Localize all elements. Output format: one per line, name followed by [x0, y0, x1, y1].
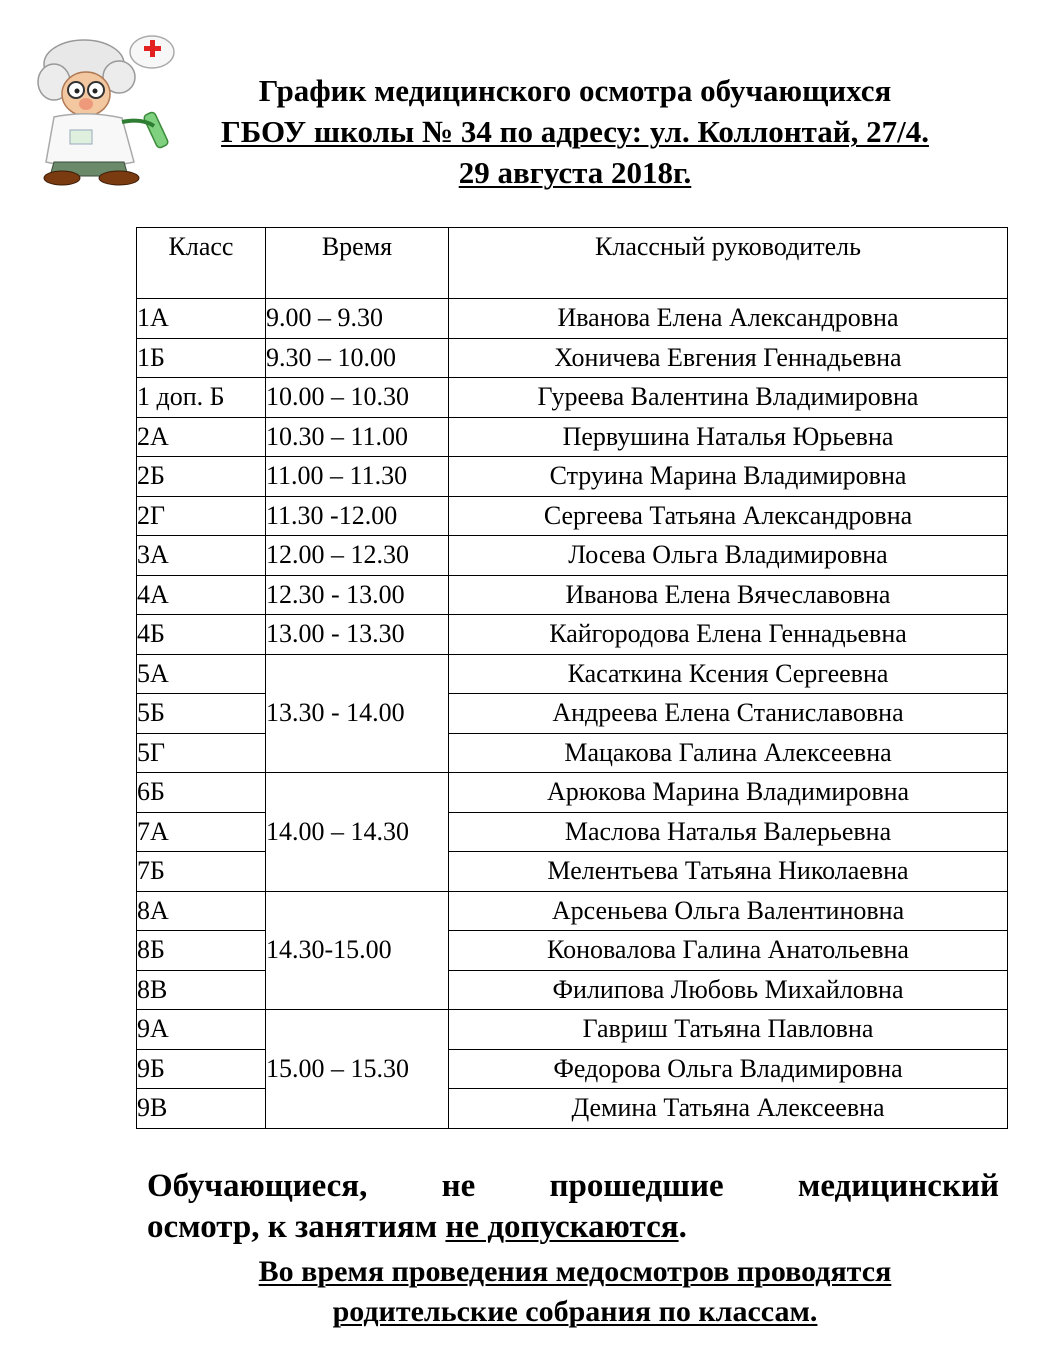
- teacher-cell: Мелентьева Татьяна Николаевна: [449, 852, 1008, 892]
- class-cell: 8Б: [137, 931, 266, 971]
- class-cell: 3А: [137, 536, 266, 576]
- class-cell: 2Г: [137, 496, 266, 536]
- table-row: [137, 575, 1008, 615]
- warning-text: осмотр, к занятиям: [147, 1209, 446, 1245]
- class-cell: 8А: [137, 891, 266, 931]
- time-cell: 14.00 – 14.30: [266, 773, 449, 892]
- teacher-cell: Мацакова Галина Алексеевна: [449, 733, 1008, 773]
- title-line-2: ГБОУ школы № 34 по адресу: ул. Коллонтай, 27/4.: [221, 114, 929, 149]
- document-title: [190, 70, 960, 193]
- time-cell: 12.30 - 13.00: [266, 575, 449, 615]
- class-cell: 6Б: [137, 773, 266, 813]
- teacher-cell: Демина Татьяна Алексеевна: [449, 1089, 1008, 1129]
- teacher-cell: Филипова Любовь Михайловна: [449, 970, 1008, 1010]
- table-row: [137, 417, 1008, 457]
- header-class: Класс: [137, 228, 266, 299]
- warning-word: Обучающиеся,: [147, 1168, 368, 1204]
- teacher-cell: Иванова Елена Александровна: [449, 299, 1008, 339]
- teacher-cell: Федорова Ольга Владимировна: [449, 1049, 1008, 1089]
- teacher-cell: Кайгородова Елена Геннадьевна: [449, 615, 1008, 655]
- teacher-cell: Хоничева Евгения Геннадьевна: [449, 338, 1008, 378]
- meeting-line-1: Во время проведения медосмотров проводятся: [258, 1255, 892, 1288]
- table-row: [137, 338, 1008, 378]
- class-cell: 1Б: [137, 338, 266, 378]
- meeting-line-2: родительские собрания по классам.: [332, 1295, 818, 1328]
- teacher-cell: Арюкова Марина Владимировна: [449, 773, 1008, 813]
- teacher-cell: Иванова Елена Вячеславовна: [449, 575, 1008, 615]
- teacher-cell: Касаткина Ксения Сергеевна: [449, 654, 1008, 694]
- teacher-cell: Андреева Елена Станиславовна: [449, 694, 1008, 734]
- table-row: [137, 457, 1008, 497]
- time-cell: 10.30 – 11.00: [266, 417, 449, 457]
- table-row: [137, 773, 1008, 813]
- table-row: [137, 378, 1008, 418]
- class-cell: 7Б: [137, 852, 266, 892]
- class-cell: 5Б: [137, 694, 266, 734]
- teacher-cell: Сергеева Татьяна Александровна: [449, 496, 1008, 536]
- class-cell: 7А: [137, 812, 266, 852]
- title-line-1: График медицинского осмотра обучающихся: [258, 73, 892, 108]
- time-cell: 14.30-15.00: [266, 891, 449, 1010]
- header-teacher: Классный руководитель: [449, 228, 1008, 299]
- table-row: [137, 615, 1008, 655]
- class-cell: 9А: [137, 1010, 266, 1050]
- class-cell: 4А: [137, 575, 266, 615]
- time-cell: 11.30 -12.00: [266, 496, 449, 536]
- class-cell: 4Б: [137, 615, 266, 655]
- table-row: [137, 536, 1008, 576]
- class-cell: 9Б: [137, 1049, 266, 1089]
- teacher-cell: Гавриш Татьяна Павловна: [449, 1010, 1008, 1050]
- warning-line-1: [147, 1166, 999, 1207]
- teacher-cell: Лосева Ольга Владимировна: [449, 536, 1008, 576]
- class-cell: 5Г: [137, 733, 266, 773]
- time-cell: 15.00 – 15.30: [266, 1010, 449, 1129]
- doctor-mascot-illustration: [24, 22, 194, 187]
- header-time: Время: [266, 228, 449, 299]
- warning-word: медицинский: [797, 1168, 999, 1204]
- exam-schedule-table: [136, 227, 1008, 1129]
- warning-period: .: [678, 1209, 687, 1245]
- class-cell: 8В: [137, 970, 266, 1010]
- admission-warning: [147, 1166, 999, 1248]
- table-header-row: [137, 228, 1008, 299]
- class-cell: 2Б: [137, 457, 266, 497]
- warning-emphasis: не допускаются: [445, 1209, 679, 1245]
- time-cell: 11.00 – 11.30: [266, 457, 449, 497]
- teacher-cell: Маслова Наталья Валерьевна: [449, 812, 1008, 852]
- teacher-cell: Гуреева Валентина Владимировна: [449, 378, 1008, 418]
- table-row: [137, 891, 1008, 931]
- class-cell: 1 доп. Б: [137, 378, 266, 418]
- time-cell: 13.30 - 14.00: [266, 654, 449, 773]
- time-cell: 13.00 - 13.30: [266, 615, 449, 655]
- time-cell: 9.30 – 10.00: [266, 338, 449, 378]
- class-cell: 5А: [137, 654, 266, 694]
- teacher-cell: Струина Марина Владимировна: [449, 457, 1008, 497]
- table-row: [137, 496, 1008, 536]
- table-row: [137, 299, 1008, 339]
- title-date: 29 августа 2018г.: [458, 155, 692, 190]
- table-row: [137, 1010, 1008, 1050]
- class-cell: 9В: [137, 1089, 266, 1129]
- teacher-cell: Коновалова Галина Анатольевна: [449, 931, 1008, 971]
- warning-line-2: [147, 1207, 999, 1248]
- parent-meeting-note: [190, 1252, 960, 1332]
- time-cell: 9.00 – 9.30: [266, 299, 449, 339]
- teacher-cell: Арсеньева Ольга Валентиновна: [449, 891, 1008, 931]
- time-cell: 10.00 – 10.30: [266, 378, 449, 418]
- teacher-cell: Первушина Наталья Юрьевна: [449, 417, 1008, 457]
- table-row: [137, 654, 1008, 694]
- class-cell: 2А: [137, 417, 266, 457]
- class-cell: 1А: [137, 299, 266, 339]
- warning-word: не: [441, 1168, 476, 1204]
- warning-word: прошедшие: [549, 1168, 724, 1204]
- time-cell: 12.00 – 12.30: [266, 536, 449, 576]
